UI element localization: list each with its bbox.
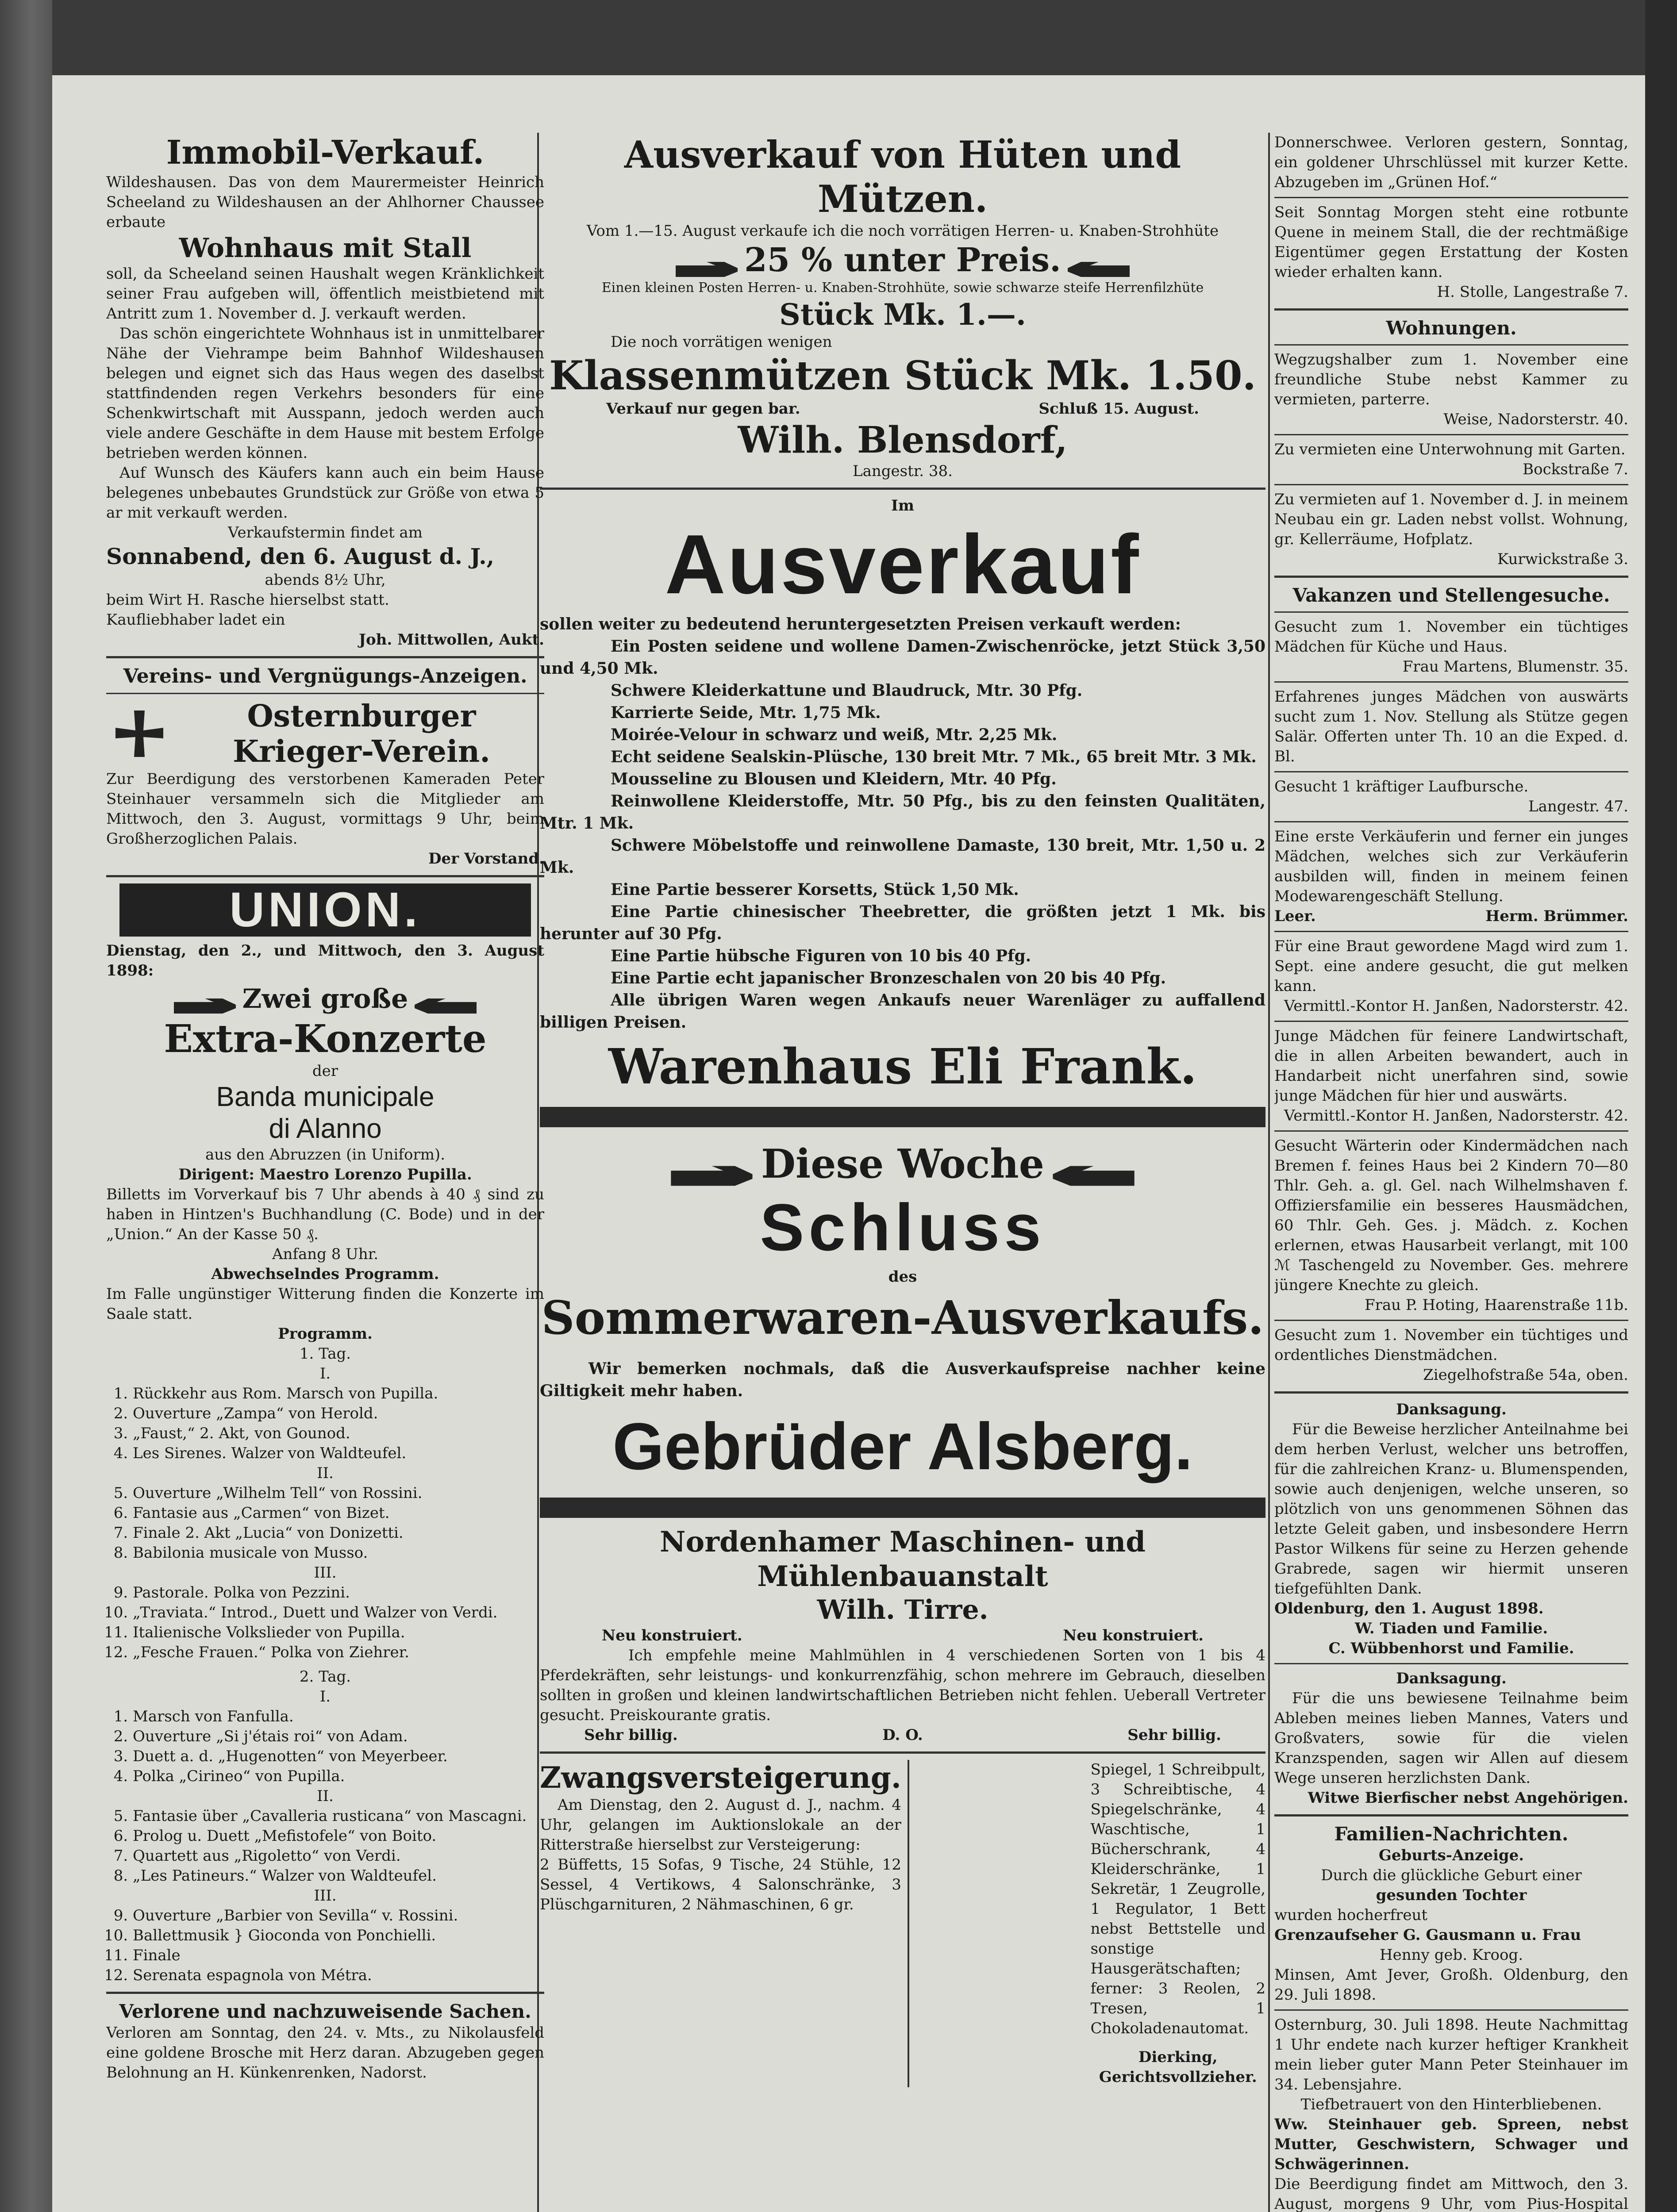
nord-billig-1: Sehr billig. (584, 1726, 678, 1744)
geburt-2: gesunden Tochter (1376, 1886, 1527, 1904)
dank-1-sig-1: W. Tiaden und Familie. (1354, 1620, 1548, 1637)
zwang-right (1090, 1760, 1265, 2087)
dank-2-title: Danksagung. (1396, 1670, 1507, 1687)
black-bar (540, 1498, 1265, 1518)
union-date: Dienstag, den 2., und Mittwoch, den 3. August 1898: (106, 942, 544, 979)
wohnung-3-sig: Kurwickstraße 3. (1497, 550, 1628, 568)
immo-text-3: Das schön eingerichtete Wohnhaus ist in unmittelbarer Nähe der Viehrampe beim Bahnhof Wildeshausen belegen und eignet sich das Haus wegen des daselbst stattfindenden regen Verkehrs besonders für eine Schenkwirtschaft mit Ausspann, jedoch werden auch viele andere Geschäfte in dem Hause mit bestem Erfolge betrieben werden können. (106, 325, 544, 462)
immo-text-5: Verkaufstermin findet am (228, 524, 423, 541)
nord-neu-row (540, 1626, 1265, 1646)
list-item: Eine Partie hübsche Figuren von 10 bis 40 Pfg. (611, 947, 1031, 965)
zwang-left (540, 1760, 901, 2087)
vakanz-5: Für eine Braut gewordene Magd wird zum 1. Sept. eine andere gesucht, die gut melken kann. (1274, 937, 1628, 995)
dank-1-title: Danksagung. (1396, 1401, 1507, 1418)
list-item: 1. Rückkehr aus Rom. Marsch von Pupilla. (133, 1384, 544, 1404)
union-banda-2: di Alanno (269, 1114, 382, 1144)
divider (1274, 434, 1628, 435)
tag-2: 2. Tag. (299, 1668, 351, 1686)
hut-signature: Wilh. Blensdorf, (738, 419, 1068, 461)
divider (1274, 576, 1628, 578)
union-billets: Billetts im Vorverkauf bis 7 Uhr abends à 40 ₰ sind zu haben in Hintzen's Buchhandlung (C. Bode) und in der „Union.“ An der Kasse 50 ₰. (106, 1186, 544, 1243)
list-item: 9. Pastorale. Polka von Pezzini. (133, 1583, 544, 1603)
geburt-title: Geburts-Anzeige. (1378, 1847, 1524, 1864)
immo-text-4: Auf Wunsch des Käufers kann auch ein beim Hause belegenes unbebautes Grundstück zur Größe von etwa 5 ar mit verkauft werden. (106, 464, 544, 522)
list-item: Echt seidene Sealskin-Plüsche, 130 breit Mtr. 7 Mk., 65 breit Mtr. 3 Mk. (611, 748, 1257, 766)
hut-klassen: Klassenmützen Stück Mk. 1.50. (549, 352, 1256, 399)
immo-text-1: Wildeshausen. Das von dem Maurermeister Heinrich Scheeland zu Wildeshausen an der Ahlhorner Chaussee erbaute (106, 173, 544, 231)
iron-cross-icon (106, 701, 173, 768)
divider (1274, 1130, 1628, 1132)
zwang-sig-2: Gerichtsvollzieher. (1099, 2068, 1257, 2086)
hut-address: Langestr. 38. (853, 462, 953, 480)
list-item: Karrierte Seide, Mtr. 1,75 Mk. (611, 703, 881, 722)
vakanz-4: Eine erste Verkäuferin und ferner ein junges Mädchen, welches sich zur Verkäuferin ausbilden will, finden in meinem feinen Modewarengeschäft Stellung. (1274, 828, 1628, 905)
krieger-ad (106, 699, 544, 769)
hut-title: Ausverkauf von Hüten und Mützen. (624, 133, 1181, 221)
divider (540, 488, 1265, 490)
hut-schluss: Schluß 15. August. (1039, 400, 1199, 418)
list-item: 10. „Traviata.“ Introd., Duett und Walzer von Verdi. (133, 1603, 544, 1623)
divider (1274, 681, 1628, 683)
divider (106, 693, 544, 694)
list-item: 3. „Faust,“ 2. Akt, von Gounod. (133, 1424, 544, 1444)
verloren-text: Verloren am Sonntag, den 24. v. Mts., zu Nikolausfeld eine goldene Brosche mit Herz daran. Abzugeben gegen Belohnung an H. Künkenrenken, Nadorst. (106, 2024, 544, 2081)
immo-text-2: soll, da Scheeland seinen Haushalt wegen Kränklichkeit seiner Frau aufgeben will, öffentlich meistbietend mit Antritt zum 1. November d. J. verkauft werden. (106, 265, 544, 323)
divider (1274, 1391, 1628, 1394)
vakanz-7: Gesucht Wärterin oder Kindermädchen nach Bremen f. feines Haus bei 2 Kindern 70—80 Thlr. Geh. a. gl. Gel. nach Wilhelmshaven f. Offiziersfamilie ein besseres Hausmädchen, 60 Thlr. Geh. Ges. j. Mädch. z. Kochen erlernen, etwas Hausarbeit verlangt, mit 100 ℳ Taschengeld zu November. Ges. mehrere jüngere Knechte zu gleich. (1274, 1137, 1628, 1294)
vakanz-7-sig: Frau P. Hoting, Haarenstraße 11b. (1365, 1296, 1628, 1314)
im-label: Im (891, 497, 914, 515)
programm-list-3 (106, 1583, 544, 1663)
union-anfang: Anfang 8 Uhr. (272, 1245, 379, 1263)
nord-billig-row (540, 1725, 1265, 1745)
list-item: 8. „Les Patineurs.“ Walzer von Waldteufel. (133, 1866, 544, 1886)
alsberg-signature: Gebrüder Alsberg. (612, 1409, 1193, 1483)
list-item: Eine Partie besserer Korsetts, Stück 1,50 Mk. (611, 880, 1019, 899)
divider (1274, 611, 1628, 613)
union-abwechselnd: Abwechselndes Programm. (211, 1265, 439, 1283)
roman-2b: II. (317, 1787, 334, 1805)
page-stack-edge (0, 0, 52, 2212)
pointing-hand-right-icon (174, 998, 240, 1014)
list-item: 8. Babilonia musicale von Musso. (133, 1543, 544, 1563)
divider (1274, 484, 1628, 485)
divider (1274, 1814, 1628, 1816)
krieger-text: Zur Beerdigung des verstorbenen Kameraden Peter Steinhauer versammeln sich die Mitglieder am Mittwoch, den 3. August, vormittags 9 Uhr, beim Großherzoglichen Palais. (106, 770, 544, 848)
wohnungen-title: Wohnungen. (1386, 317, 1517, 339)
zwang-title: Zwangsversteigerung. (540, 1760, 901, 1795)
nord-billig-2: Sehr billig. (1127, 1726, 1221, 1744)
vakanz-4-sig-1: Leer. (1274, 907, 1316, 925)
nord-text: Ich empfehle meine Mahlmühlen in 4 verschiedenen Sorten von 1 bis 4 Pferdekräften, sehr leistungs- und konkurrenzfähig, schon mehrere im Gebrauch, dieselben sollten in großen und kleinen landwirtschaftlichen Betrieben nicht fehlen. Ueberall Vertreter gesucht. Preiskourante gratis. (540, 1647, 1265, 1724)
wohnung-2-sig: Bockstraße 7. (1523, 461, 1628, 478)
vakanz-8-sig: Ziegelhofstraße 54a, oben. (1423, 1366, 1628, 1384)
nord-title: Nordenhamer Maschinen- und Mühlenbauanstalt (660, 1525, 1146, 1593)
union-banda-1: Banda municipale (216, 1082, 435, 1112)
kuh-signature: H. Stolle, Langestraße 7. (1437, 283, 1628, 301)
divider (1274, 1320, 1628, 1321)
immo-date: Sonnabend, den 6. August d. J., (106, 543, 495, 569)
divider (1274, 931, 1628, 932)
vakanz-4-sig-row (1274, 906, 1628, 926)
ausverkauf-title: Ausverkauf (665, 518, 1141, 611)
vakanz-6-sig: Vermittl.-Kontor H. Janßen, Nadorsterstr. 42. (1284, 1107, 1628, 1125)
geburt-1: Durch die glückliche Geburt einer (1321, 1866, 1582, 1884)
diese-woche: Diese Woche (761, 1141, 1045, 1187)
list-item: Reinwollene Kleiderstoffe, Mtr. 50 Pfg., bis zu den feinsten Qualitäten, Mtr. 1 Mk. (540, 792, 1265, 833)
column-middle (540, 75, 1265, 2212)
list-item: Ein Posten seidene und wollene Damen-Zwischenröcke, jetzt Stück 3,50 und 4,50 Mk. (540, 637, 1265, 678)
hut-percent: 25 % unter Preis. (744, 241, 1061, 279)
verloren-title: Verlorene und nachzuweisende Sachen. (119, 2001, 531, 2022)
des-label: des (888, 1268, 917, 1286)
vakanz-3: Gesucht 1 kräftiger Laufbursche. (1274, 778, 1529, 795)
geburt-4: Grenzaufseher G. Gausmann u. Frau (1274, 1926, 1581, 1944)
union-logo: UNION. (119, 883, 531, 937)
divider (106, 656, 544, 658)
divider (1274, 2009, 1628, 2011)
zwang-sig-1: Dierking, (1138, 2048, 1218, 2066)
list-item: 12. „Fesche Frauen.“ Polka von Ziehrer. (133, 1643, 544, 1663)
immo-text-7: beim Wirt H. Rasche hierselbst statt. (106, 591, 389, 609)
roman-1b: I. (319, 1688, 331, 1705)
list-item: 3. Duett a. d. „Hugenotten“ von Meyerbeer. (133, 1747, 544, 1767)
vakanz-3-sig: Langestr. 47. (1528, 798, 1628, 815)
vakanz-8: Gesucht zum 1. November ein tüchtiges und ordentliches Dienstmädchen. (1274, 1326, 1628, 1364)
alsberg-notice: Wir bemerken nochmals, daß die Ausverkaufspreise nachher keine Giltigkeit mehr haben. (540, 1359, 1265, 1400)
list-item: 9. Ouverture „Barbier von Sevilla“ v. Rossini. (133, 1906, 544, 1926)
ausverkauf-intro: sollen weiter zu bedeutend heruntergesetzten Preisen verkauft werden: (540, 615, 1181, 634)
roman-1: I. (319, 1365, 331, 1382)
todesanzeige-3: Ww. Steinhauer geb. Spreen, nebst Mutter, Geschwistern, Schwager und Schwägerinnen. (1274, 2116, 1628, 2173)
wohnung-3: Zu vermieten auf 1. November d. J. in meinem Neubau ein gr. Laden nebst vollst. Wohnung, gr. Kellerräume, Hofplatz. (1274, 491, 1628, 548)
vakanz-6: Junge Mädchen für feinere Landwirtschaft, die in allen Arbeiten bewandert, auch in Handarbeit nicht unerfahren sind, sowie junge Mädchen für hier und auswärts. (1274, 1027, 1628, 1105)
dank-1-date: Oldenburg, den 1. August 1898. (1274, 1600, 1544, 1617)
nord-neu-1: Neu konstruiert. (602, 1627, 742, 1644)
dank-2-sig: Witwe Bierfischer nebst Angehörigen. (1308, 1789, 1628, 1807)
nord-name: Wilh. Tirre. (817, 1594, 989, 1625)
immo-time: abends 8½ Uhr, (265, 571, 386, 589)
list-item: 1. Marsch von Fanfulla. (133, 1707, 544, 1727)
vakanz-2: Erfahrenes junges Mädchen von auswärts sucht zum 1. Nov. Stellung als Stütze gegen Salär. Offerten unter Th. 10 an die Exped. d. Bl. (1274, 688, 1628, 765)
verein-title: Vereins- und Vergnügungs-Anzeigen. (123, 665, 527, 687)
wohnung-1-sig: Weise, Nadorsterstr. 40. (1443, 411, 1628, 428)
zwang-separator (908, 1760, 1085, 2087)
list-item: Eine Partie chinesischer Theebretter, die größten jetzt 1 Mk. bis herunter auf 30 Pfg. (540, 902, 1265, 943)
list-item: Mousseline zu Blousen und Kleidern, Mtr. 40 Pfg. (611, 770, 1057, 788)
list-item: 5. Fantasie über „Cavalleria rusticana“ von Mascagni. (133, 1806, 544, 1826)
dank-1-sig-2: C. Wübbenhorst und Familie. (1328, 1640, 1574, 1657)
hut-text-1: Vom 1.—15. August verkaufe ich die noch vorrätigen Herren- u. Knaben-Strohhüte (586, 222, 1219, 240)
list-item: 6. Prolog u. Duett „Mefistofele“ von Boito. (133, 1826, 544, 1846)
hut-text-3: Die noch vorrätigen wenigen (611, 333, 832, 351)
todesanzeige-2: Tiefbetrauert von den Hinterbliebenen. (1300, 2096, 1602, 2113)
programm-list-5 (106, 1806, 544, 1886)
dank-1-text: Für die Beweise herzlicher Anteilnahme bei dem herben Verlust, welcher uns betroffen, für die zahlreichen Kranz- u. Blumenspenden, sowie auch denjenigen, welche unseren, so plötzlich von uns genommenen Söhnen das letzte Geleit gaben, und insbesondere Herrn Pastor Wilkens für seine zu Herzen gehende Grabrede, sagen wir hiermit unseren tiefgefühlten Dank. (1274, 1421, 1628, 1598)
todesanzeige-4: Die Beerdigung findet am Mittwoch, den 3. August, morgens 9 Uhr, vom Pius-Hospital (1274, 2175, 1628, 2212)
list-item: 10. Ballettmusik } Gioconda von Ponchielli. (133, 1926, 544, 1946)
list-item: 7. Finale 2. Akt „Lucia“ von Donizetti. (133, 1523, 544, 1543)
pointing-hand-right-icon (676, 261, 742, 278)
hut-pct-row (540, 241, 1265, 279)
list-item: Moirée-Velour in schwarz und weiß, Mtr. 2,25 Mk. (611, 726, 1058, 744)
list-item: 2. Ouverture „Si j'étais roi“ von Adam. (133, 1727, 544, 1747)
list-item: Schwere Möbelstoffe und reinwollene Damaste, 130 breit, Mtr. 1,50 u. 2 Mk. (540, 836, 1265, 877)
schluss-title: Schluss (760, 1190, 1046, 1264)
hut-text-2: Einen kleinen Posten Herren- u. Knaben-Strohhüte, sowie schwarze steife Herrenfilzhüte (601, 280, 1204, 296)
divider (1274, 308, 1628, 311)
list-item: 11. Italienische Volkslieder von Pupilla. (133, 1623, 544, 1643)
union-zwei-row (106, 983, 544, 1014)
list-item: Schwere Kleiderkattune und Blaudruck, Mtr. 30 Pfg. (611, 681, 1083, 700)
divider (1274, 821, 1628, 822)
black-bar (540, 1107, 1265, 1127)
geburt-6: Minsen, Amt Jever, Großh. Oldenburg, den 29. Juli 1898. (1274, 1966, 1628, 2004)
hut-stueck: Stück Mk. 1.—. (779, 297, 1026, 332)
pointing-hand-left-icon (410, 998, 477, 1014)
vakanz-4-sig-2: Herm. Brümmer. (1485, 907, 1628, 925)
diese-woche-row (540, 1141, 1265, 1187)
roman-3b: III. (314, 1887, 337, 1905)
wohnung-1: Wegzugshalber zum 1. November eine freundliche Stube nebst Kammer zu vermieten, parterre. (1274, 351, 1628, 408)
column-right (1274, 75, 1628, 2212)
vakanzen-title: Vakanzen und Stellengesuche. (1292, 584, 1610, 606)
vakanz-5-sig: Vermittl.-Kontor H. Janßen, Nadorsterstr. 42. (1284, 997, 1628, 1015)
divider (106, 1992, 544, 1994)
nord-do: D. O. (882, 1726, 923, 1744)
nord-neu-2: Neu konstruiert. (1063, 1627, 1204, 1644)
union-dirigent: Dirigent: Maestro Lorenzo Pupilla. (178, 1166, 472, 1183)
donnerschwee-text: Donnerschwee. Verloren gestern, Sonntag, ein goldener Uhrschlüssel mit kurzer Kette. Abzugeben im „Grünen Hof.“ (1274, 134, 1628, 191)
krieger-name: Osternburger Krieger-Verein. (233, 699, 490, 769)
familien-title: Familien-Nachrichten. (1334, 1823, 1569, 1845)
vakanz-1-sig: Frau Martens, Blumenstr. 35. (1402, 658, 1628, 676)
todesanzeige-text: Osternburg, 30. Juli 1898. Heute Nachmittag 1 Uhr endete nach kurzer heftiger Krankheit mein lieber guter Mann Peter Steinhauer im 34. Lebensjahre. (1274, 2016, 1628, 2093)
krieger-signature: Der Vorstand. (428, 850, 544, 868)
list-item: Eine Partie echt japanischer Bronzeschalen von 20 bis 40 Pfg. (611, 969, 1166, 987)
pointing-hand-left-icon (1046, 1165, 1135, 1187)
immo-text-8: Kaufliebhaber ladet ein (106, 611, 285, 629)
roman-2: II. (317, 1464, 334, 1482)
union-der: der (312, 1062, 338, 1080)
zwang-ferner: ferner: 3 Reolen, 2 Tresen, 1 Chokoladenautomat. (1090, 1980, 1265, 2037)
divider (106, 875, 544, 877)
programm-list-2 (106, 1483, 544, 1563)
immo-title: Immobil-Verkauf. (166, 134, 485, 172)
programm-title: Programm. (278, 1325, 373, 1343)
immo-signature: Joh. Mittwollen, Aukt. (358, 631, 544, 649)
column-left (106, 75, 544, 2212)
list-item: 4. Les Sirenes. Walzer von Waldteufel. (133, 1444, 544, 1463)
union-regen: Im Falle ungünstiger Witterung finden die Konzerte im Saale statt. (106, 1285, 544, 1323)
hut-bar: Verkauf nur gegen bar. (606, 400, 800, 418)
divider (1274, 771, 1628, 772)
zwang-items: 2 Büffetts, 15 Sofas, 9 Tische, 24 Stühle, 12 Sessel, 4 Vertikows, 4 Salonschränke, 3 Plüschgarnituren, 2 Nähmaschinen, 6 gr. (540, 1856, 901, 1913)
frank-signature: Warenhaus Eli Frank. (608, 1038, 1197, 1095)
union-zwei: Zwei große (242, 983, 408, 1014)
geburt-3: wurden hocherfreut (1274, 1906, 1428, 1924)
sommer-title: Sommerwaren-Ausverkaufs. (541, 1290, 1264, 1345)
list-item: 4. Polka „Cirineo“ von Pupilla. (133, 1767, 544, 1786)
pointing-hand-left-icon (1063, 261, 1130, 278)
vakanz-1: Gesucht zum 1. November ein tüchtiges Mädchen für Küche und Haus. (1274, 618, 1628, 656)
geburt-5: Henny geb. Kroog. (1379, 1946, 1523, 1964)
divider (1274, 197, 1628, 198)
zwang-text: Am Dienstag, den 2. August d. J., nachm. 4 Uhr, gelangen im Auktionslokale an der Ritterstraße hierselbst zur Versteigerung: (540, 1796, 901, 1854)
binding-edge (1645, 0, 1677, 2212)
list-item: 12. Serenata espagnola von Métra. (133, 1966, 544, 1985)
programm-list-4 (106, 1707, 544, 1786)
list-item: 2. Ouverture „Zampa“ von Herold. (133, 1404, 544, 1424)
list-item: Alle übrigen Waren wegen Ankaufs neuer Warenläger zu auffallend billigen Preisen. (540, 991, 1265, 1032)
divider (1274, 344, 1628, 346)
union-title: Extra-Konzerte (164, 1017, 487, 1061)
kuh-text: Seit Sonntag Morgen steht eine rotbunte Quene in meinem Stall, die der rechtmäßige Eigentümer gegen Erstattung der Kosten wieder erhalten kann. (1274, 204, 1628, 281)
list-item: 11. Finale (133, 1946, 544, 1966)
tag-1: 1. Tag. (299, 1345, 351, 1363)
ausverkauf-list (540, 635, 1265, 1033)
programm-list-6 (106, 1906, 544, 1985)
zwang-ad (540, 1760, 1265, 2087)
wohnung-2: Zu vermieten eine Unterwohnung mit Garten. (1274, 441, 1626, 458)
union-aus: aus den Abruzzen (in Uniform). (205, 1146, 446, 1164)
zwang-right-text: Spiegel, 1 Schreibpult, 3 Schreibtische, 4 Spiegelschränke, 4 Waschtische, 1 Bücherschrank, 4 Kleiderschränke, 1 Sekretär, 1 Zeugrolle, 1 Regulator, 1 Bett nebst Bettstelle und sonstige Hausgerätschaften; (1090, 1761, 1265, 1978)
hut-terms (540, 399, 1265, 419)
list-item: 6. Fantasie aus „Carmen“ von Bizet. (133, 1503, 544, 1523)
pointing-hand-right-icon (670, 1165, 759, 1187)
column-rule-2 (1268, 133, 1270, 2212)
divider (1274, 1663, 1628, 1664)
divider (540, 1751, 1265, 1754)
roman-3: III. (314, 1564, 337, 1582)
immo-heading: Wohnhaus mit Stall (179, 233, 472, 264)
divider (1274, 1021, 1628, 1022)
list-item: 5. Ouverture „Wilhelm Tell“ von Rossini. (133, 1483, 544, 1503)
list-item: 7. Quartett aus „Rigoletto“ von Verdi. (133, 1846, 544, 1866)
dank-2-text: Für die uns bewiesene Teilnahme beim Ableben meines lieben Mannes, Vaters und Großvaters, sowie für die vielen Kranzspenden, sagen wir Allen auf diesem Wege unseren herzlichsten Dank. (1274, 1690, 1628, 1787)
programm-list-1 (106, 1384, 544, 1463)
